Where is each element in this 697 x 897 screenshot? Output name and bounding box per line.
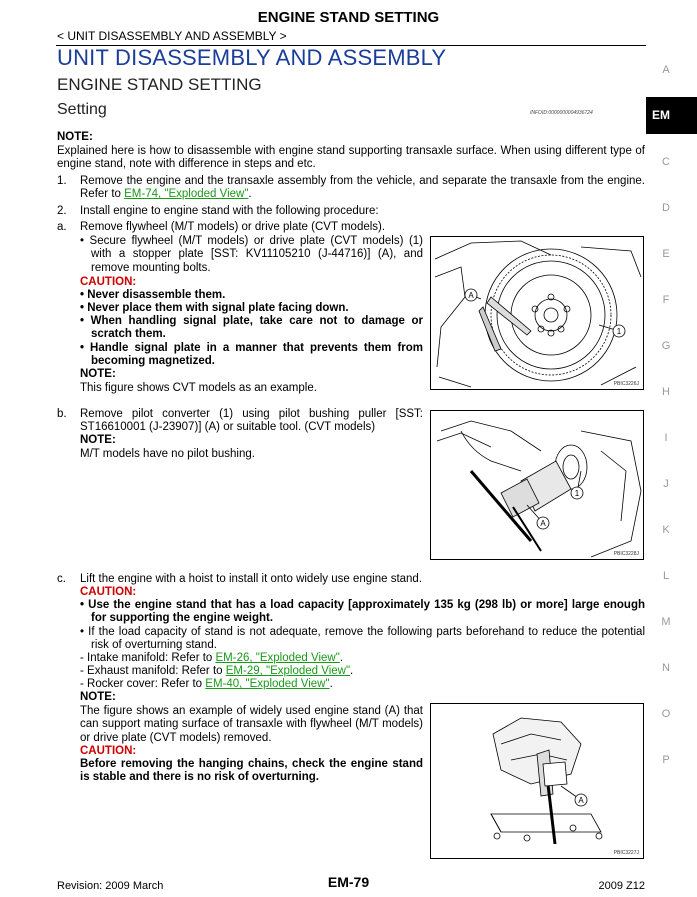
section-title: UNIT DISASSEMBLY AND ASSEMBLY: [57, 45, 447, 70]
footer-revision: Revision: 2009 March: [57, 880, 164, 892]
footer-model: 2009 Z12: [598, 880, 645, 892]
step-a-note-label: NOTE:: [80, 368, 116, 380]
figure-engine-stand: [430, 703, 644, 859]
side-index-g[interactable]: G: [661, 340, 671, 352]
step-c-letter: c.: [57, 573, 66, 585]
side-index-h[interactable]: H: [662, 386, 670, 398]
info-id: INFOID:0000000004936724: [530, 110, 593, 116]
step-c-rocker-item: - Rocker cover: Refer to EM-40, "Exploded View".: [80, 678, 333, 690]
flywheel-illustration: [431, 237, 644, 390]
step-c-text: Lift the engine with a hoist to install it onto widely use engine stand.: [80, 573, 423, 585]
step1-link[interactable]: EM-74, "Exploded View": [124, 188, 249, 201]
step-a-caution-1: • Never disassemble them.: [80, 289, 226, 301]
rocker-cover-link[interactable]: EM-40, "Exploded View": [205, 678, 330, 690]
side-index-o[interactable]: O: [661, 708, 671, 720]
intake-manifold-link[interactable]: EM-26, "Exploded View": [215, 652, 340, 664]
step-a-text: Remove flywheel (M/T models) or drive plate (CVT models).: [80, 221, 386, 233]
step-a-caution-2: • Never place them with signal plate facing down.: [80, 302, 349, 314]
exhaust-manifold-link[interactable]: EM-29, "Exploded View": [225, 665, 351, 677]
step-c-intake-item: - Intake manifold: Refer to EM-26, "Exploded View".: [80, 652, 344, 664]
step-b-note-text: M/T models have no pilot bushing.: [80, 448, 255, 460]
fig2-label-1: 1: [574, 489, 580, 498]
fig1-label-1: 1: [616, 327, 622, 336]
figure-pilot-bushing-puller: [430, 410, 644, 560]
step-a-note-text: This figure shows CVT models as an example.: [80, 382, 317, 394]
side-index-e[interactable]: E: [662, 248, 670, 260]
step-c-caution-bullet-2: • If the load capacity of stand is not adequate, remove the following parts beforehand to reduce the potential risk of overturning stand.: [80, 626, 645, 652]
note-text: Explained here is how to disassemble with engine stand supporting transaxle surface. When using different type of engine stand, note with difference in steps and etc.: [57, 145, 645, 171]
engine-stand-illustration: [431, 704, 644, 859]
step-b-letter: b.: [57, 408, 67, 420]
figure3-code: PBIC3227J: [613, 850, 639, 856]
puller-illustration: [431, 411, 644, 560]
step2-text: Install engine to engine stand with the following procedure:: [80, 205, 379, 217]
step-a-caution-4: • Handle signal plate in a manner that prevents them from becoming magnetized.: [80, 342, 423, 368]
step-c-note-text: The figure shows an example of widely used engine stand (A) that can support mating surface of transaxle with flywheel (M/T models) or drive plate (CVT models) removed.: [80, 705, 423, 744]
step-c-caution-label: CAUTION:: [80, 586, 137, 598]
setting-heading: Setting: [57, 101, 107, 118]
step-c-note-label: NOTE:: [80, 691, 116, 703]
step1-number: 1.: [57, 175, 67, 187]
subsection-title: ENGINE STAND SETTING: [57, 75, 262, 94]
side-index-l[interactable]: L: [662, 570, 670, 582]
step-b-text: Remove pilot converter (1) using pilot bushing puller [SST: ST16610001 (J-23907)] (A) or suitable tool. (CVT models): [80, 408, 423, 434]
side-index-c[interactable]: C: [662, 156, 670, 168]
fig1-label-a: A: [468, 291, 474, 300]
step1-text: Remove the engine and the transaxle assembly from the vehicle, and separate the transaxle from the engine. Refer to EM-74, "Exploded View".: [80, 175, 645, 201]
step-a-bullet: • Secure flywheel (M/T models) or drive plate (CVT models) (1) with a stopper plate [SST: KV11105210 (J-44716)] (A), and remove mounting bolts.: [80, 235, 423, 274]
side-index-k[interactable]: K: [662, 524, 670, 536]
side-index-i[interactable]: I: [664, 432, 668, 444]
step-a-letter: a.: [57, 221, 67, 233]
step-b-note-label: NOTE:: [80, 434, 116, 446]
figure2-code: PBIC3228J: [613, 551, 639, 557]
step-a-caution-3: • When handling signal plate, take care not to damage or scratch them.: [80, 315, 423, 341]
breadcrumb: < UNIT DISASSEMBLY AND ASSEMBLY >: [57, 29, 287, 43]
side-index-n[interactable]: N: [662, 662, 670, 674]
step2-number: 2.: [57, 205, 67, 217]
page-header-title: ENGINE STAND SETTING: [257, 9, 440, 26]
side-index-j[interactable]: J: [663, 478, 669, 490]
side-index-a[interactable]: A: [662, 64, 670, 76]
note-label: NOTE:: [57, 131, 93, 143]
step-c-exhaust-item: - Exhaust manifold: Refer to EM-29, "Exploded View".: [80, 665, 354, 677]
fig2-label-a: A: [540, 519, 546, 528]
step-c-caution-bullet-1: • Use the engine stand that has a load capacity [approximately 135 kg (298 lb) or more] large enough for supporting the engine weight.: [80, 599, 645, 625]
footer-page-number: EM-79: [327, 874, 370, 890]
step-c-caution2-label: CAUTION:: [80, 745, 137, 757]
side-index-em-tab[interactable]: EM: [646, 97, 697, 134]
step-a-caution-label: CAUTION:: [80, 276, 137, 288]
side-index-f[interactable]: F: [662, 294, 670, 306]
side-index-p[interactable]: P: [662, 754, 670, 766]
figure-flywheel-stopper: [430, 236, 644, 390]
fig3-label-a: A: [578, 796, 584, 805]
figure1-code: PBIC3226J: [613, 381, 639, 387]
side-index-d[interactable]: D: [662, 202, 670, 214]
side-index-m[interactable]: M: [661, 616, 671, 628]
step-c-caution2-text: Before removing the hanging chains, check the engine stand is stable and there is no risk of overturning.: [80, 758, 423, 784]
